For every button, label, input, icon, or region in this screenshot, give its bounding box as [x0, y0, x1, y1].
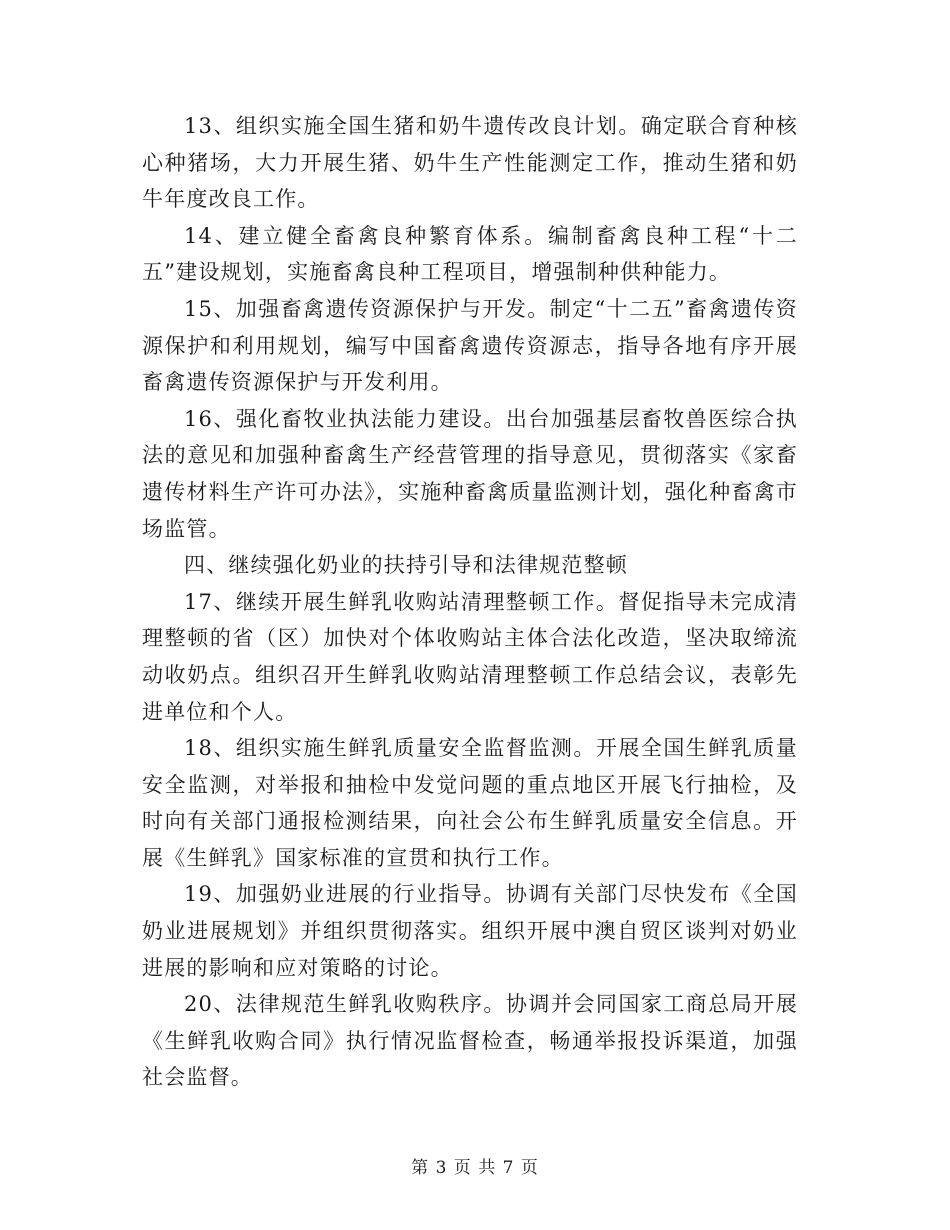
section-heading: 四、继续强化奶业的扶持引导和法律规范整顿	[184, 553, 628, 578]
document-body	[142, 108, 798, 1096]
paragraph-13: 13、组织实施全国生猪和奶牛遗传改良计划。确定联合育种核心种猪场，大力开展生猪、奶牛生产性能测定工作，推动生猪和奶牛年度改良工作。	[142, 114, 798, 212]
paragraph-16: 16、强化畜牧业执法能力建设。出台加强基层畜牧兽医综合执法的意见和加强种畜禽生产经营管理的指导意见，贯彻落实《家畜遗传材料生产许可办法》，实施种畜禽质量监测计划，强化种畜禽市场监管。	[142, 406, 798, 541]
paragraph-17: 17、继续开展生鲜乳收购站清理整顿工作。督促指导未完成清理整顿的省（区）加快对个体收购站主体合法化改造，坚决取缔流动收奶点。组织召开生鲜乳收购站清理整顿工作总结会议，表彰先进单位和个人。	[142, 589, 798, 724]
page-number-footer: 第 3 页 共 7 页	[411, 1158, 539, 1178]
paragraph-18: 18、组织实施生鲜乳质量安全监督监测。开展全国生鲜乳质量安全监测，对举报和抽检中发觉问题的重点地区开展飞行抽检，及时向有关部门通报检测结果，向社会公布生鲜乳质量安全信息。开展《生鲜乳》国家标准的宣贯和执行工作。	[142, 736, 798, 870]
paragraph-19: 19、加强奶业进展的行业指导。协调有关部门尽快发布《全国奶业进展规划》并组织贯彻落实。组织开展中澳自贸区谈判对奶业进展的影响和应对策略的讨论。	[142, 882, 798, 980]
paragraph-14: 14、建立健全畜禽良种繁育体系。编制畜禽良种工程“十二五”建设规划，实施畜禽良种工程项目，增强制种供种能力。	[142, 223, 798, 285]
paragraph-20: 20、法律规范生鲜乳收购秩序。协调并会同国家工商总局开展《生鲜乳收购合同》执行情况监督检查，畅通举报投诉渠道，加强社会监督。	[142, 992, 798, 1090]
paragraph-15: 15、加强畜禽遗传资源保护与开发。制定“十二五”畜禽遗传资源保护和利用规划，编写中国畜禽遗传资源志，指导各地有序开展畜禽遗传资源保护与开发利用。	[142, 296, 798, 395]
